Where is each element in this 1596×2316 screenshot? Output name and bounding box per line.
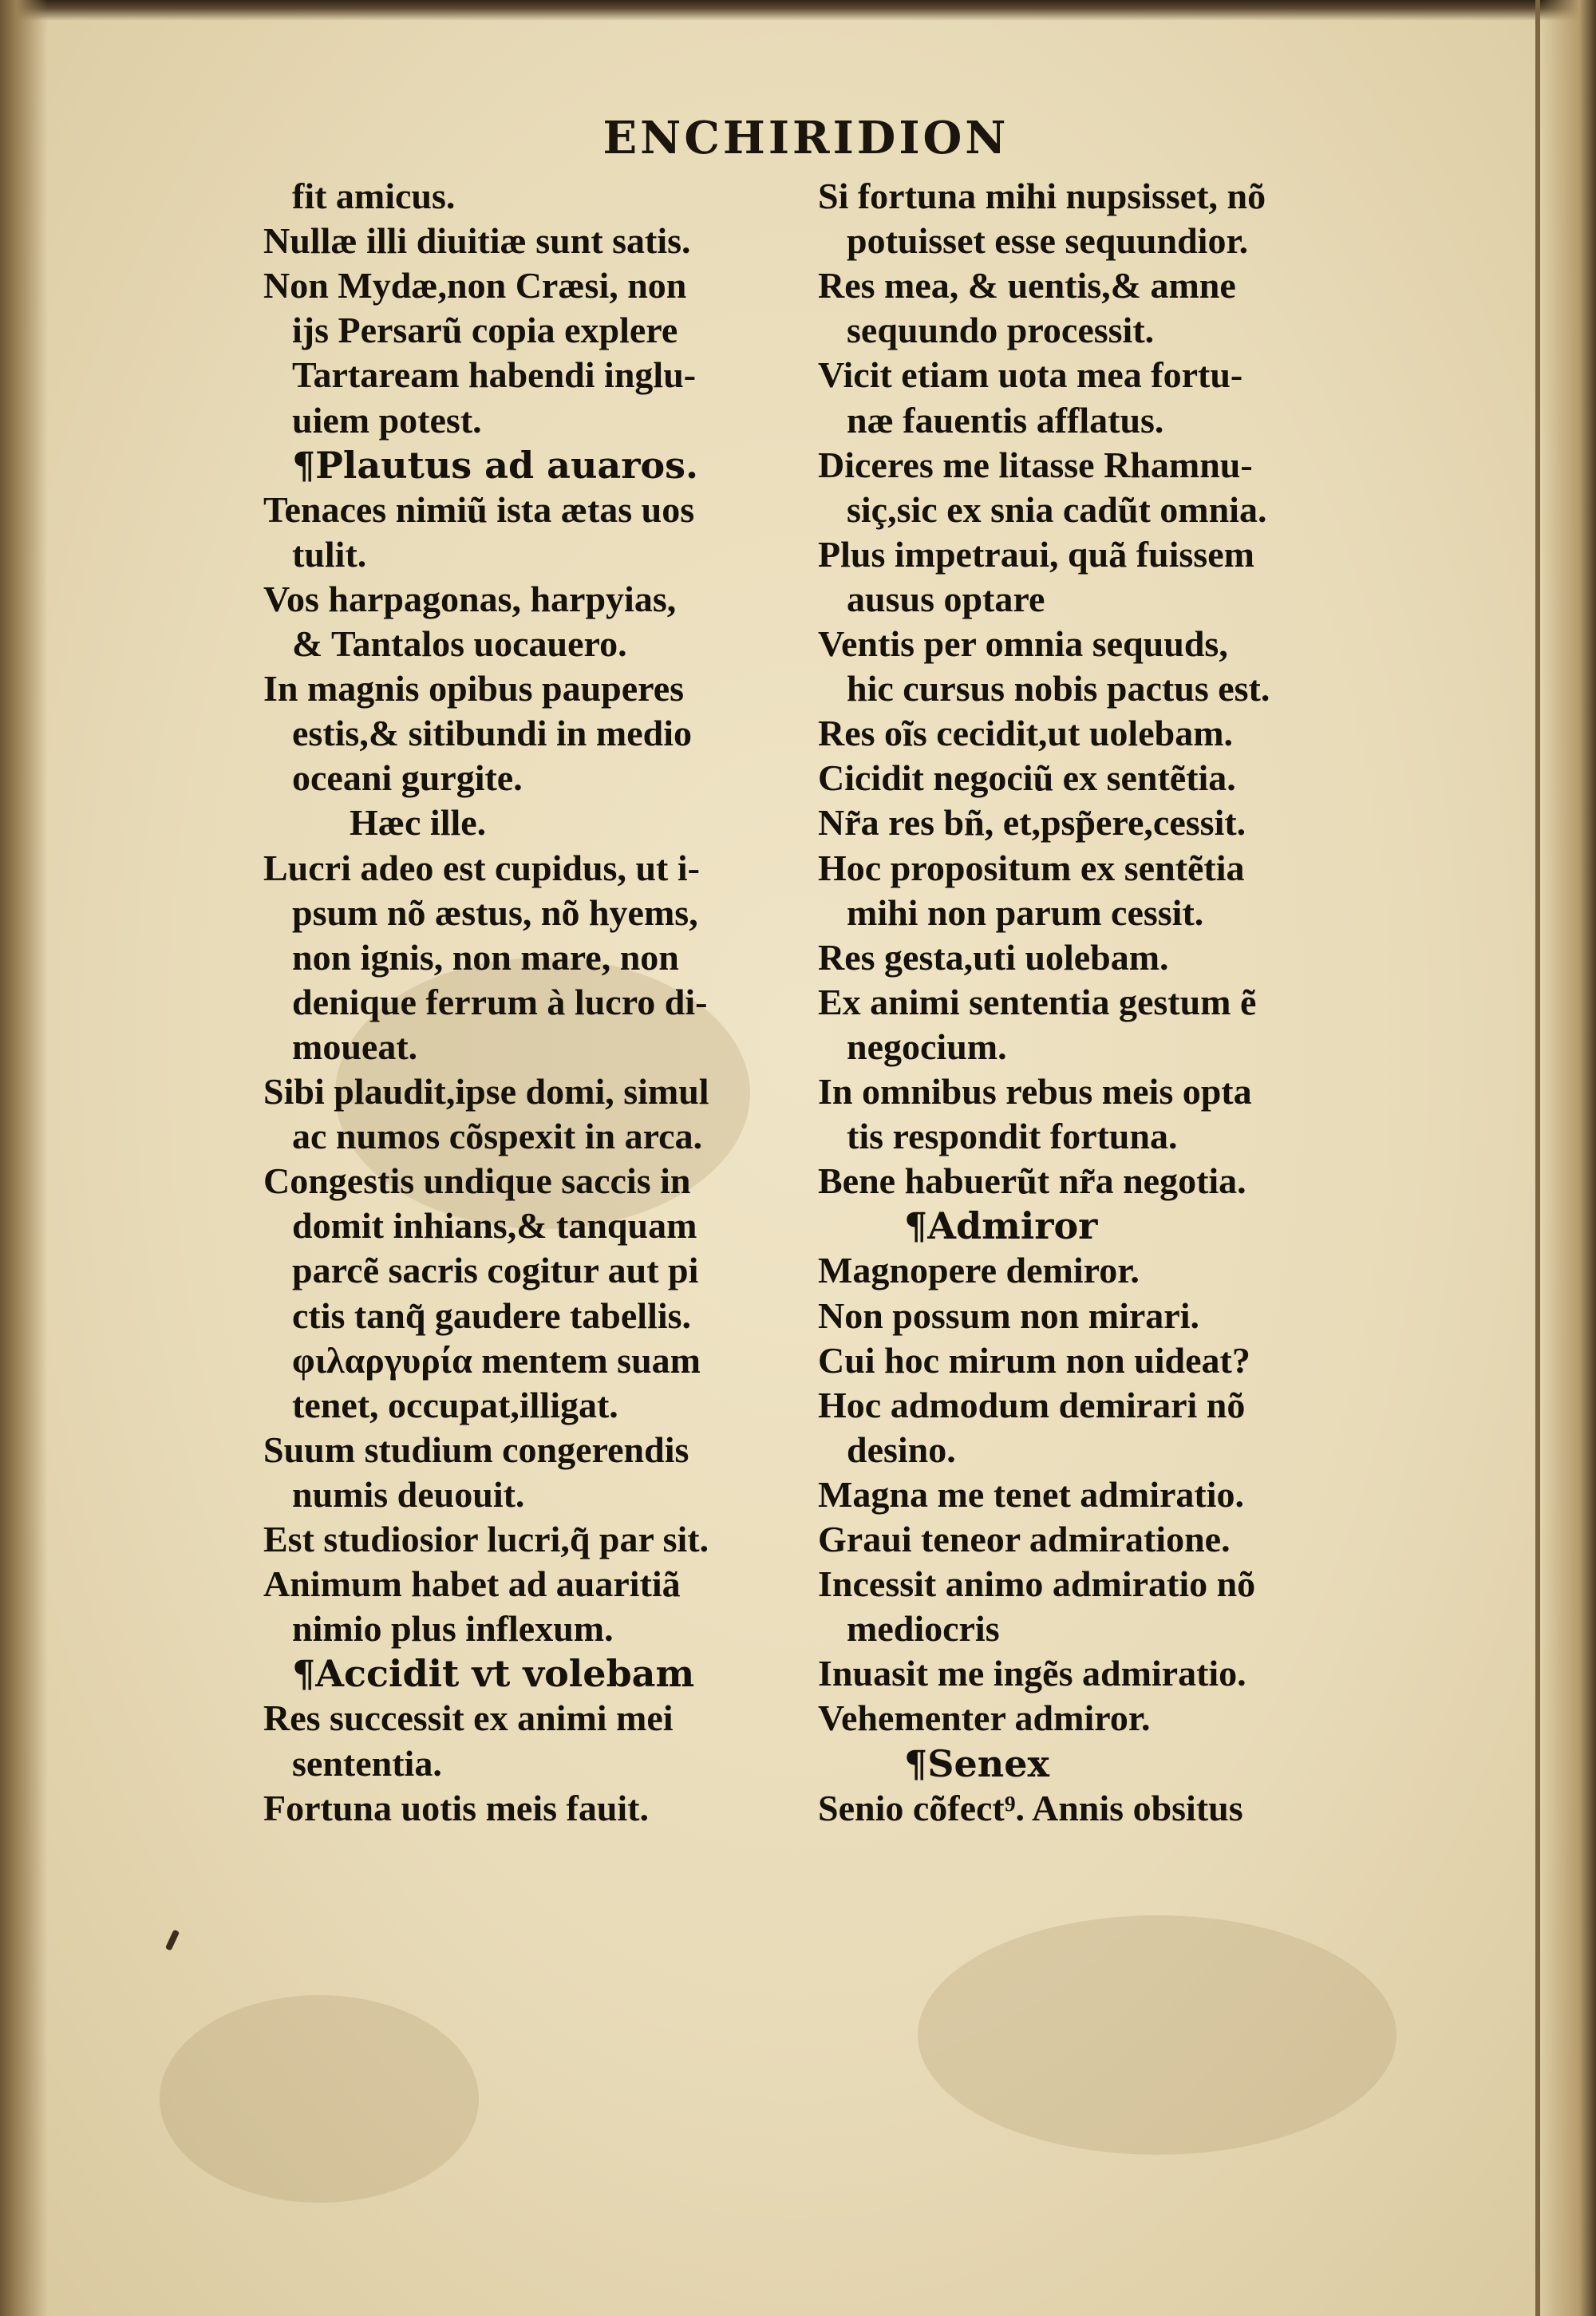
text-line: Senio cõfect⁹. Annis obsitus — [818, 1788, 1243, 1828]
text-line: tis respondit fortuna. — [847, 1116, 1178, 1156]
ink-mark — [165, 1930, 180, 1951]
text-line: In magnis opibus pauperes — [263, 668, 685, 709]
text-line: ctis tanq̃ gaudere tabellis. — [292, 1295, 692, 1336]
text-line: næ fauentis afflatus. — [847, 400, 1164, 441]
section-heading: ¶Admiror — [904, 1204, 1098, 1247]
text-line: Tartaream habendi inglu- — [292, 354, 697, 395]
text-line: Si fortuna mihi nupsisset, nõ — [818, 176, 1266, 216]
running-header: ENCHIRIDION — [602, 112, 1009, 164]
text-line: Res mea, & uentis,& amne — [818, 265, 1236, 306]
text-line: domit inhians,& tanquam — [292, 1205, 697, 1246]
text-line: Hoc propositum ex sentẽtia — [818, 848, 1245, 888]
text-line: Est studiosior lucri,q̃ par sit. — [263, 1519, 709, 1559]
text-line: tenet, occupat,illigat. — [292, 1385, 618, 1425]
text-line: Cicidit negociũ ex sentẽtia. — [818, 757, 1236, 798]
text-line: Res gesta,uti uolebam. — [818, 937, 1169, 978]
text-line: In omnibus rebus meis opta — [818, 1071, 1252, 1112]
text-line: Nr̃a res bñ, et,psp̃ere,cessit. — [818, 802, 1246, 843]
text-line: potuisset esse sequundior. — [847, 220, 1249, 261]
text-line: ausus optare — [847, 579, 1045, 619]
text-line: & Tantalos uocauero. — [292, 623, 627, 664]
text-line: Magnopere demiror. — [818, 1250, 1140, 1290]
text-line: hic cursus nobis pactus est. — [847, 668, 1270, 709]
text-line: Lucri adeo est cupidus, ut i- — [263, 848, 700, 888]
text-line: Magna me tenet admiratio. — [818, 1474, 1244, 1515]
text-line: Non Mydæ,non Cræsi, non — [263, 265, 687, 306]
text-line: nimio plus inflexum. — [292, 1608, 614, 1649]
text-line: mediocris — [847, 1608, 1000, 1649]
text-line: fit amicus. — [292, 176, 456, 216]
text-line: Res oĩs cecidit,ut uolebam. — [818, 713, 1234, 753]
text-line: φιλαργυρία mentem suam — [292, 1340, 701, 1381]
text-line: siç,sic ex snia cadũt omnia. — [847, 489, 1267, 530]
text-line: Congestis undique saccis in — [263, 1160, 691, 1201]
section-heading: ¶Accidit vt volebam — [292, 1652, 695, 1695]
paper-stain — [160, 1995, 479, 2203]
text-line: oceani gurgite. — [292, 757, 523, 798]
text-line: Non possum non mirari. — [818, 1295, 1199, 1336]
text-line: Animum habet ad auaritiã — [263, 1563, 681, 1604]
text-line: numis deuouit. — [292, 1474, 525, 1515]
text-line: desino. — [847, 1429, 956, 1470]
text-line: Vos harpagonas, harpyias, — [263, 579, 677, 619]
text-line: Nullæ illi diuitiæ sunt satis. — [263, 220, 691, 261]
page-top-edge — [0, 0, 1596, 21]
paper-stain — [918, 1915, 1396, 2155]
text-line: Plus impetraui, quã fuissem — [818, 534, 1254, 575]
text-line: Tenaces nimiũ ista ætas uos — [263, 489, 695, 530]
text-line: tulit. — [292, 534, 367, 575]
text-line: mihi non parum cessit. — [847, 892, 1204, 933]
text-line: parcẽ sacris cogitur aut pi — [292, 1250, 699, 1290]
text-line: Incessit animo admiratio nõ — [818, 1563, 1256, 1604]
text-line: Vicit etiam uota mea fortu- — [818, 354, 1243, 395]
text-line: Bene habuerũt nr̃a negotia. — [818, 1160, 1246, 1201]
text-line: Fortuna uotis meis fauit. — [263, 1788, 649, 1828]
text-line: Res successit ex animi mei — [263, 1697, 674, 1738]
text-line: Diceres me litasse Rhamnu- — [818, 445, 1253, 485]
section-heading: ¶Senex — [904, 1742, 1049, 1785]
text-line: Inuasit me ingẽs admiratio. — [818, 1653, 1246, 1694]
page-right-edge — [1540, 0, 1596, 2316]
text-line: Hæc ille. — [350, 802, 487, 843]
text-line: negocium. — [847, 1026, 1007, 1067]
text-line: denique ferrum à lucro di- — [292, 982, 708, 1022]
text-line: Sibi plaudit,ipse domi, simul — [263, 1071, 709, 1112]
text-line: Cui hoc mirum non uideat? — [818, 1340, 1250, 1381]
page-left-edge — [0, 0, 48, 2316]
section-heading: ¶Plautus ad auaros. — [292, 444, 699, 487]
text-line: ijs Persarũ copia explere — [292, 310, 678, 350]
text-line: Graui teneor admiratione. — [818, 1519, 1231, 1559]
text-line: Ex animi sententia gestum ẽ — [818, 982, 1257, 1022]
text-line: non ignis, non mare, non — [292, 937, 679, 978]
text-line: Vehementer admiror. — [818, 1697, 1151, 1738]
text-line: Suum studium congerendis — [263, 1429, 689, 1470]
text-line: Ventis per omnia sequuds, — [818, 623, 1228, 664]
text-line: Hoc admodum demirari nõ — [818, 1385, 1246, 1425]
text-line: sequundo processit. — [847, 310, 1155, 350]
text-line: sententia. — [292, 1743, 442, 1784]
text-line: psum nõ æstus, nõ hyems, — [292, 892, 698, 933]
text-line: estis,& sitibundi in medio — [292, 713, 692, 753]
text-line: moueat. — [292, 1026, 418, 1067]
text-line: uiem potest. — [292, 400, 482, 441]
text-line: ac numos cõspexit in arca. — [292, 1116, 703, 1156]
